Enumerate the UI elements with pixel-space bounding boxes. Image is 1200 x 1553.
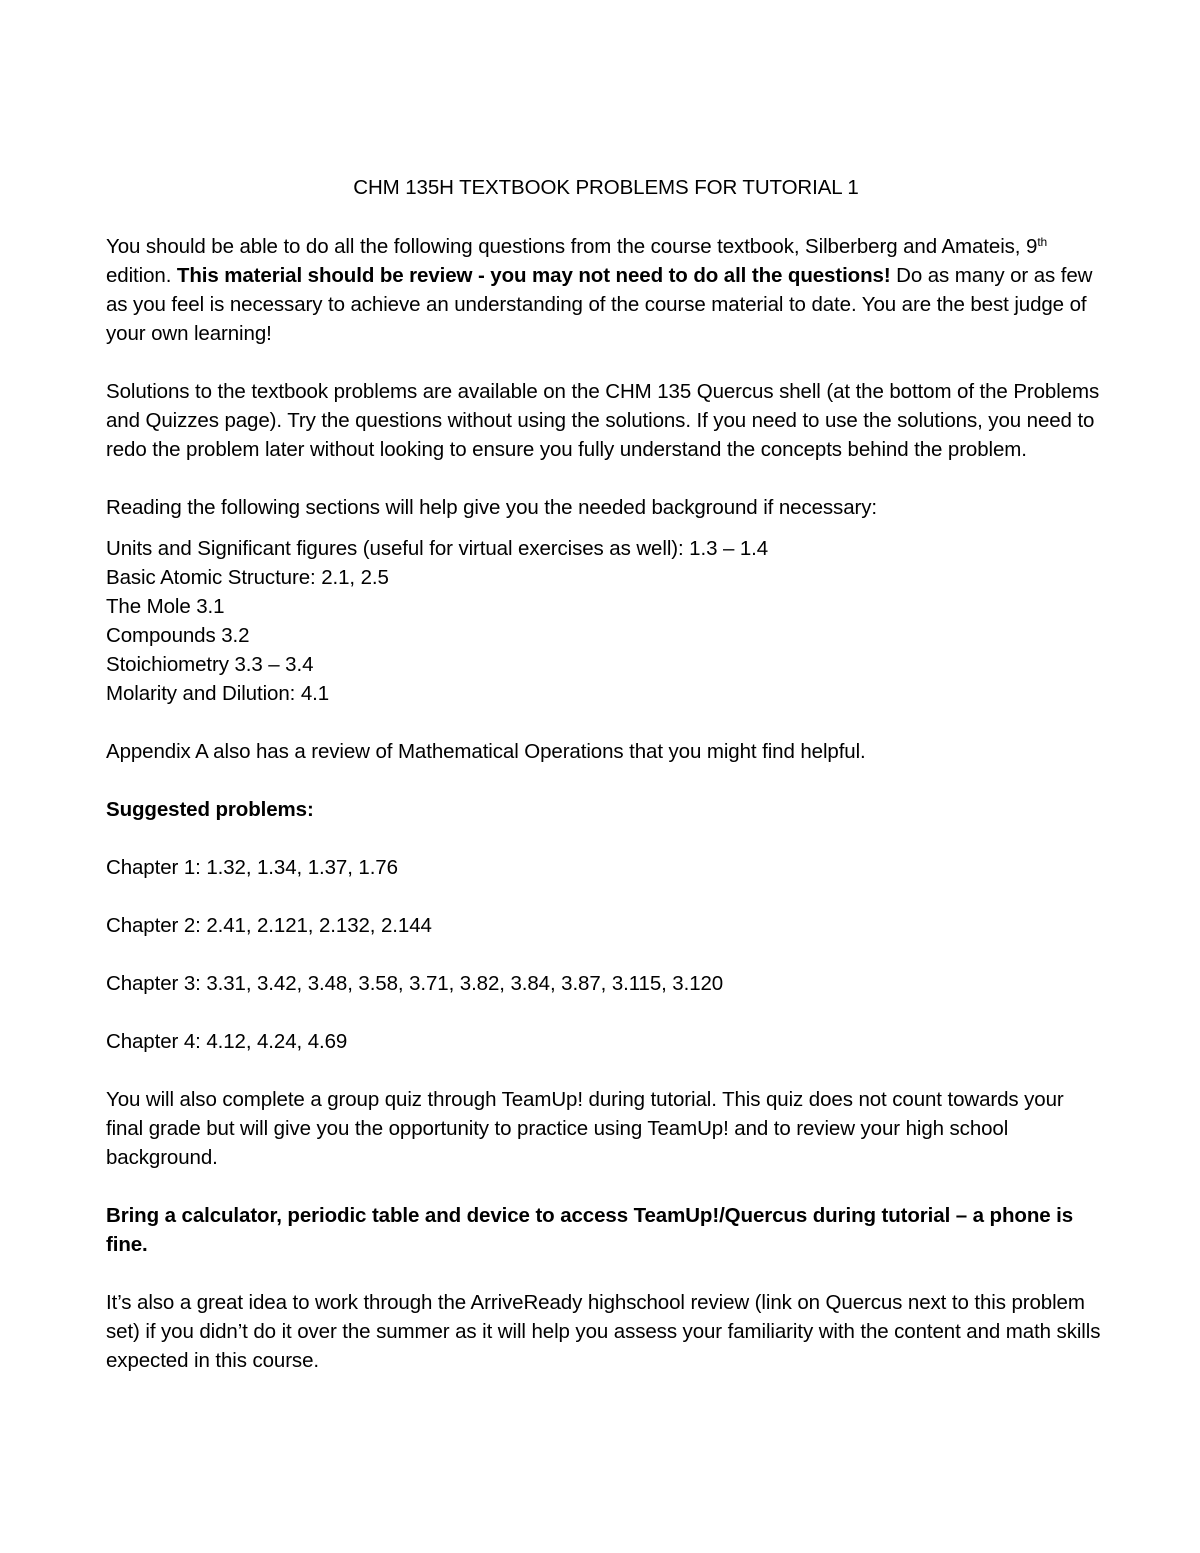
suggested-problems-heading: Suggested problems: <box>106 798 314 821</box>
intro-paragraph <box>106 232 1106 348</box>
chapter-problems: Chapter 1: 1.32, 1.34, 1.37, 1.76 <box>106 856 398 879</box>
reading-section-item: Molarity and Dilution: 4.1 <box>106 682 330 705</box>
bring-items-paragraph: Bring a calculator, periodic table and device to access TeamUp!/Quercus during tutorial – a phone is fine. <box>106 1204 1074 1256</box>
reading-section-item: Units and Significant figures (useful for virtual exercises as well): 1.3 – 1.4 <box>106 537 769 560</box>
reading-sections-list <box>106 534 1106 708</box>
intro-bold-text: This material should be review - you may not need to do all the questions! <box>176 264 891 287</box>
chapter-problems: Chapter 2: 2.41, 2.121, 2.132, 2.144 <box>106 914 432 937</box>
solutions-paragraph: Solutions to the textbook problems are available on the CHM 135 Quercus shell (at the bottom of the Problems and Quizzes page). Try the questions without using the solutions. If you need to use the solutions, you need to redo the problem later without looking to ensure you fully understand the concepts behind the problem. <box>106 380 1100 461</box>
intro-text-3: Do as many or as few as you feel is necessary to achieve an understanding of the course material to date. You are the best judge of your own learning! <box>106 264 1093 345</box>
chapter-problems: Chapter 4: 4.12, 4.24, 4.69 <box>106 1030 348 1053</box>
intro-superscript: th <box>1037 235 1048 249</box>
chapter-problems: Chapter 3: 3.31, 3.42, 3.48, 3.58, 3.71, 3.82, 3.84, 3.87, 3.115, 3.120 <box>106 972 724 995</box>
teamup-paragraph: You will also complete a group quiz through TeamUp! during tutorial. This quiz does not count towards your final grade but will give you the opportunity to practice using TeamUp! and to review your high school background. <box>106 1088 1064 1169</box>
reading-section-item: The Mole 3.1 <box>106 595 225 618</box>
reading-section-item: Compounds 3.2 <box>106 624 250 647</box>
document-page <box>106 170 1106 1404</box>
reading-intro: Reading the following sections will help give you the needed background if necessary: <box>106 496 877 519</box>
reading-section-item: Stoichiometry 3.3 – 3.4 <box>106 653 314 676</box>
appendix-paragraph: Appendix A also has a review of Mathematical Operations that you might find helpful. <box>106 740 866 763</box>
intro-text-1: You should be able to do all the following questions from the course textbook, Silberberg and Amateis, 9 <box>106 235 1038 258</box>
reading-section-item: Basic Atomic Structure: 2.1, 2.5 <box>106 566 389 589</box>
arriveready-paragraph: It’s also a great idea to work through the ArriveReady highschool review (link on Quercus next to this problem set) if you didn’t do it over the summer as it will help you assess your familiarity with the content and math skills expected in this course. <box>106 1291 1101 1372</box>
document-title: CHM 135H TEXTBOOK PROBLEMS FOR TUTORIAL 1 <box>353 176 859 199</box>
intro-text-2: edition. <box>106 264 177 287</box>
